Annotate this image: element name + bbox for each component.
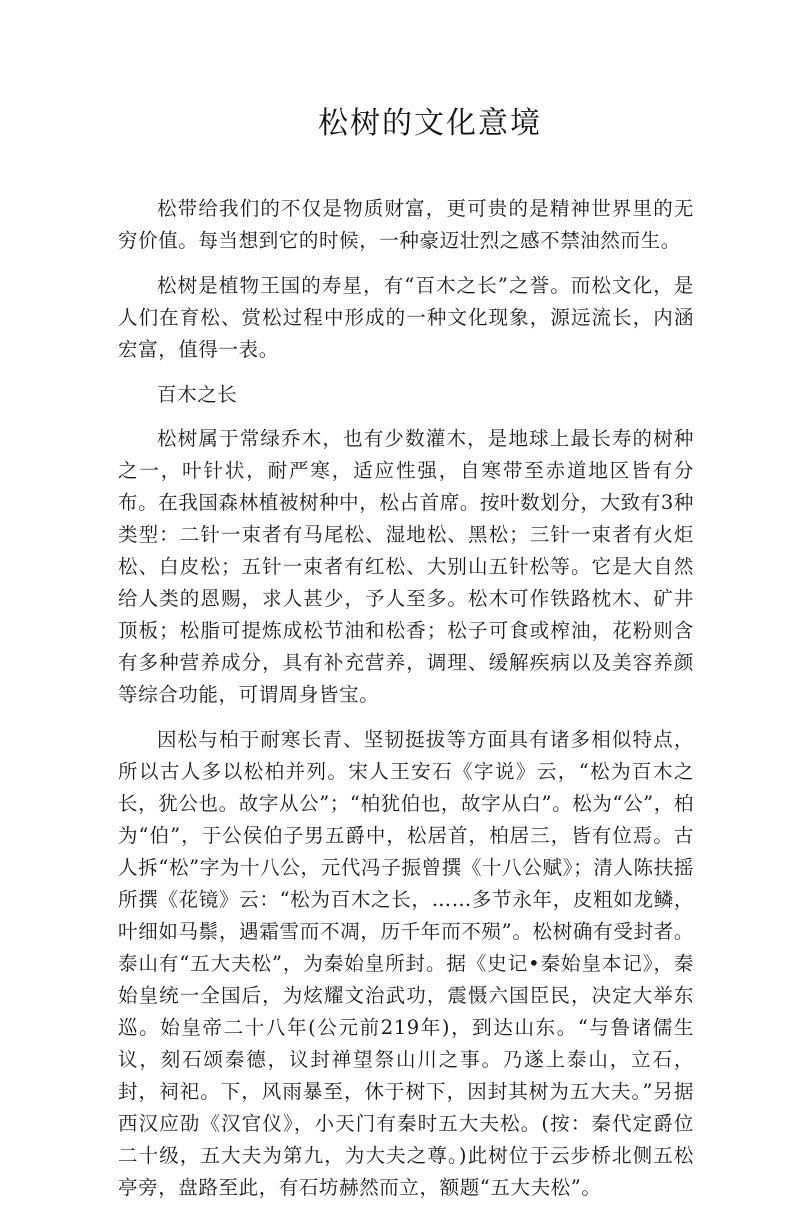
document-title: 松树的文化意境 [318,106,542,141]
paragraph-longevity: 松树是植物王国的寿星，有“百木之长”之誉。而松文化，是人们在育松、赏松过程中形成的一种文化现象，源远流长，内涵宏富，值得一表。 [118,274,694,361]
paragraph-history: 因松与柏于耐寒长青、坚韧挺拔等方面具有诸多相似特点，所以古人多以松柏并列。宋人王安石《字说》云，“松为百木之长，犹公也。故字从公”；“柏犹伯也，故字从白”。松为“公”，柏为“伯”，于公侯伯子男五爵中，松居首，柏居三，皆有位焉。古人拆“松”字为十八公，元代冯子振曾撰《十八公赋》；清人陈扶摇所撰《花镜》云：“松为百木之长，……多节永年，皮粗如龙鳞，叶细如马鬃，遇霜雪而不凋，历千年而不殒”。松树确有受封者。泰山有“五大夫松”，为秦始皇所封。据《史记•秦始皇本记》，秦始皇统一全国后，为炫耀文治武功，震慑六国臣民，决定大举东巡。始皇帝二十八年(公元前219年)，到达山东。“与鲁诸儒生议，刻石颂秦德，议封禅望祭山川之事。乃遂上泰山，立石，封，祠祀。下，风雨暴至，休于树下，因封其树为五大夫。”另据西汉应劭《汉官仪》，小天门有秦时五大夫松。(按：秦代定爵位二十级，五大夫为第九，为大夫之尊。)此树位于云步桥北侧五松亭旁，盘路至此，有石坊赫然而立，额题“五大夫松”。 [118,728,694,1199]
paragraph-intro: 松带给我们的不仅是物质财富，更可贵的是精神世界里的无穷价值。每当想到它的时候，一种豪迈壮烈之感不禁油然而生。 [118,197,694,252]
section-heading: 百木之长 [157,383,238,406]
paragraph-botany: 松树属于常绿乔木，也有少数灌木，是地球上最长寿的树种之一，叶针状，耐严寒，适应性强，自寒带至赤道地区皆有分布。在我国森林植被树种中，松占首席。按叶数划分，大致有3种类型：二针一束者有马尾松、湿地松、黑松；三针一束者有火炬松、白皮松；五针一束者有红松、大别山五针松等。它是大自然给人类的恩赐，求人甚少，予人至多。松木可作铁路枕木、矿井顶板；松脂可提炼成松节油和松香；松子可食或榨油，花粉则含有多种营养成分，具有补充营养，调理、缓解疾病以及美容养颜等综合功能，可谓周身皆宝。 [118,427,694,706]
document-body [118,193,694,1217]
